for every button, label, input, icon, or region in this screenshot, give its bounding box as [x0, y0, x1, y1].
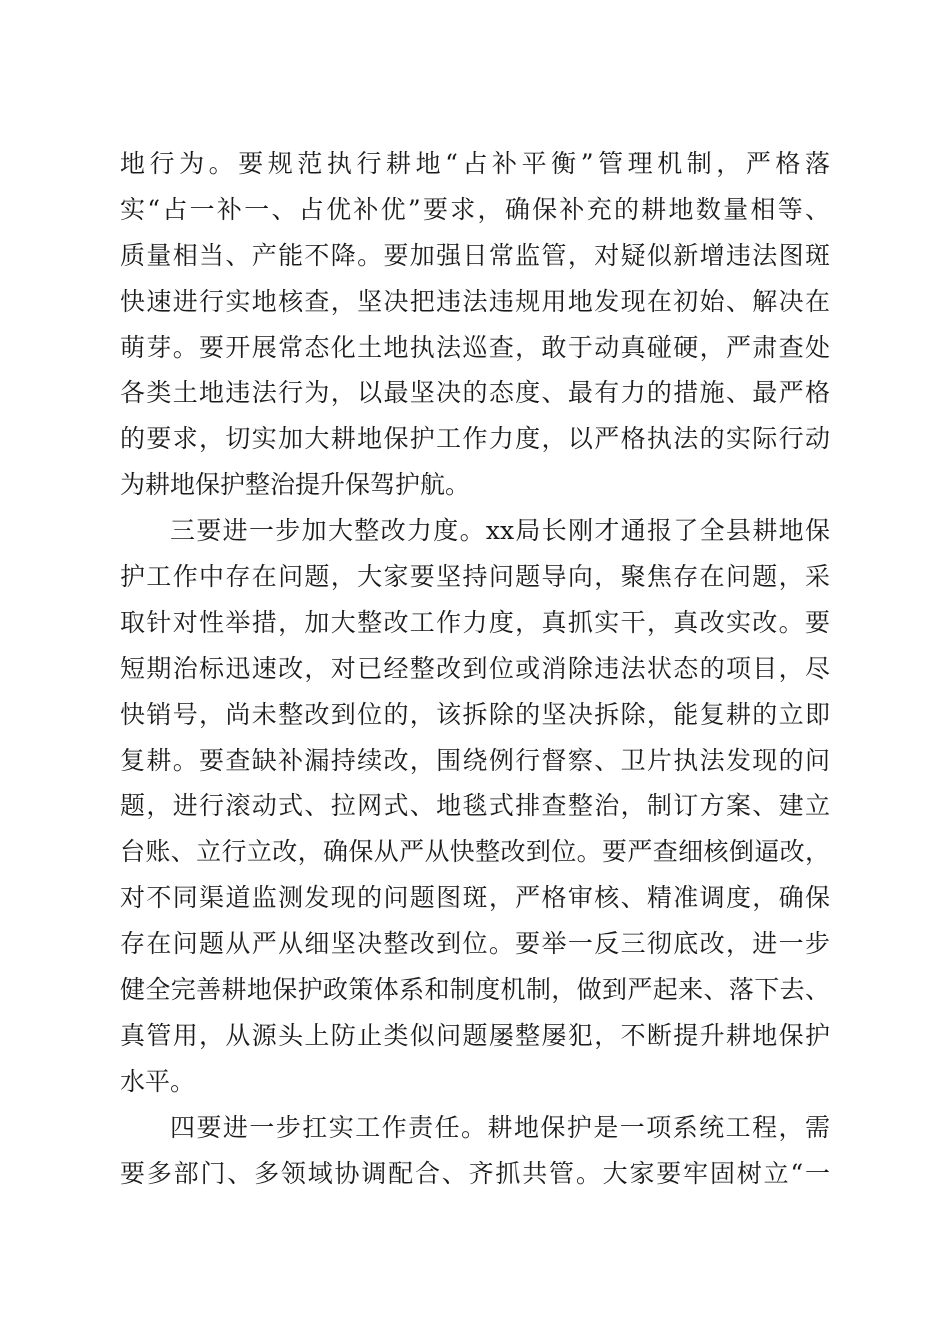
text-line: 健全完善耕地保护政策体系和制度机制，做到严起来、落下去、 [120, 975, 830, 1005]
text-line: 三要进一步加大整改力度。xx局长刚才通报了全县耕地保 [170, 516, 830, 546]
text-line: 对不同渠道监测发现的问题图斑，严格审核、精准调度，确保 [120, 883, 830, 913]
text-line: 地行为。要规范执行耕地“占补平衡”管理机制，严格落 [120, 149, 830, 178]
text-line: 水平。 [120, 1066, 196, 1096]
text-line: 实“占一补一、占优补优”要求，确保补充的耕地数量相等、 [120, 194, 830, 224]
text-line: 为耕地保护整治提升保驾护航。 [120, 470, 471, 500]
text-line: 真管用，从源头上防止类似问题屡整屡犯，不断提升耕地保护 [120, 1020, 830, 1050]
text-line: 快销号，尚未整改到位的，该拆除的坚决拆除，能复耕的立即 [120, 699, 830, 729]
text-line: 存在问题从严从细坚决整改到位。要举一反三彻底改，进一步 [120, 929, 830, 959]
paragraph-rectification [120, 508, 830, 1105]
text-line: 各类土地违法行为，以最坚决的态度、最有力的措施、最严格 [120, 378, 830, 408]
text-line: 题，进行滚动式、拉网式、地毯式排查整治，制订方案、建立 [120, 791, 830, 821]
document-body [120, 141, 830, 1196]
paragraph-responsibility [120, 1105, 830, 1197]
text-line: 要多部门、多领域协调配合、齐抓共管。大家要牢固树立“一 [120, 1158, 830, 1188]
text-line: 短期治标迅速改，对已经整改到位或消除违法状态的项目，尽 [120, 653, 830, 683]
text-line: 取针对性举措，加大整改工作力度，真抓实干，真改实改。要 [120, 607, 830, 637]
text-line: 快速进行实地核查，坚决把违法违规用地发现在初始、解决在 [120, 286, 830, 316]
text-line: 台账、立行立改，确保从严从快整改到位。要严查细核倒逼改， [120, 837, 830, 867]
text-line: 萌芽。要开展常态化土地执法巡查，敢于动真碰硬，严肃查处 [120, 332, 830, 362]
paragraph-law-enforcement-continued [120, 141, 830, 508]
text-line: 护工作中存在问题，大家要坚持问题导向，聚焦存在问题，采 [120, 562, 830, 592]
text-line: 质量相当、产能不降。要加强日常监管，对疑似新增违法图斑 [120, 240, 830, 270]
text-line: 四要进一步扛实工作责任。耕地保护是一项系统工程，需 [170, 1112, 830, 1142]
text-line: 的要求，切实加大耕地保护工作力度，以严格执法的实际行动 [120, 424, 830, 454]
text-line: 复耕。要查缺补漏持续改，围绕例行督察、卫片执法发现的问 [120, 745, 830, 775]
